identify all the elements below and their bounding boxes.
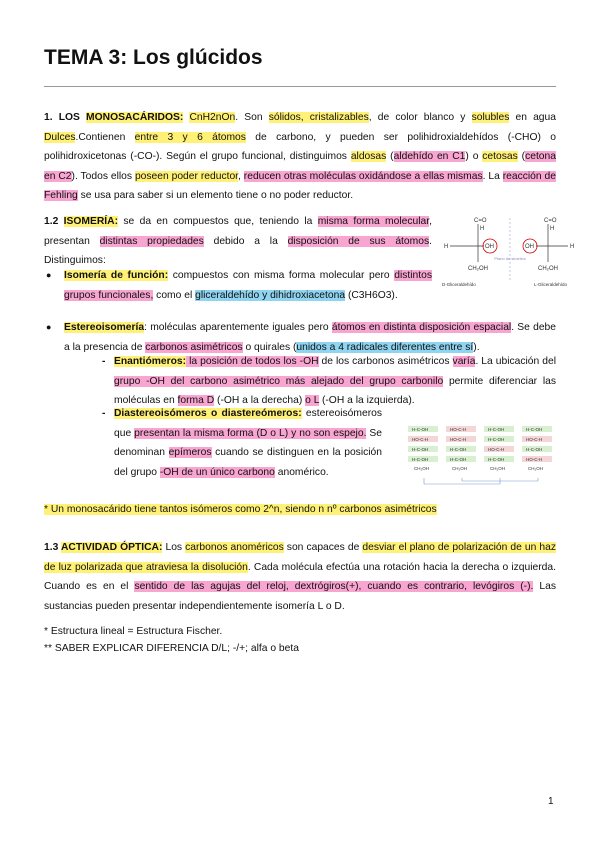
highlight: cetosas bbox=[482, 151, 518, 162]
row-label: HO-C-H bbox=[488, 447, 505, 452]
text: . La ubicación del bbox=[475, 356, 556, 367]
text: .Contienen bbox=[75, 131, 135, 143]
highlight: reducen otras moléculas oxidándose a ellas mismas bbox=[243, 170, 483, 182]
text: de los carbonos asimétricos bbox=[318, 356, 453, 367]
text: . Cada molécula efectúa una rotación hacia la derecha o izquierda. Cuando es en el bbox=[44, 561, 556, 592]
section-actividad-optica bbox=[44, 538, 556, 616]
highlight: Dulces bbox=[44, 131, 76, 143]
section-monosacaridos bbox=[44, 108, 556, 206]
h-label: H bbox=[480, 226, 485, 232]
list-item bbox=[102, 404, 382, 482]
row-label: H-C-OH bbox=[526, 427, 543, 432]
highlight: carbonos anoméricos bbox=[185, 542, 284, 553]
explain-note: ** SABER EXPLICAR DIFERENCIA D/L; -/+; alfa o beta bbox=[44, 643, 299, 654]
oh-label: OH bbox=[485, 244, 494, 250]
section-heading: ISOMERÍA: bbox=[63, 216, 119, 227]
row-label: HO-C-H bbox=[450, 437, 467, 442]
fischer-note: * Estructura lineal = Estructura Fischer. bbox=[44, 626, 223, 637]
text: Se denominan bbox=[114, 427, 382, 458]
highlight: misma forma molecular bbox=[317, 216, 430, 227]
section-heading: MONOSACÁRIDOS: bbox=[86, 112, 184, 123]
highlight: -OH de un único carbono bbox=[159, 466, 275, 478]
ch2oh-label: CH₂OH bbox=[414, 466, 429, 471]
text: se da en compuestos que, teniendo la bbox=[118, 216, 318, 227]
text: , presentan bbox=[44, 216, 432, 247]
highlight: disposición de sus átomos bbox=[287, 235, 430, 247]
oh-label: OH bbox=[525, 244, 534, 250]
row-label: H-C-OH bbox=[488, 457, 505, 462]
row-label: H-C-OH bbox=[488, 427, 505, 432]
text: ( bbox=[517, 151, 526, 162]
text: debido a la bbox=[203, 235, 288, 247]
text: son capaces de bbox=[283, 542, 363, 553]
text: permite diferenciar las moléculas en bbox=[114, 375, 556, 406]
ch2oh-label: CH₂OH bbox=[468, 266, 488, 272]
highlight: * Un monosacárido tiene tantos isómeros como 2^n, siendo n nº carbonos asimétricos bbox=[44, 504, 437, 515]
section-number: 1.2 bbox=[44, 216, 64, 227]
highlight: aldosas bbox=[350, 151, 387, 162]
epimero-column bbox=[484, 426, 514, 471]
text: . Distinguimos: bbox=[44, 235, 432, 266]
text: se usa para saber si un elemento tiene o no poder reductor. bbox=[77, 190, 354, 201]
h-label: H bbox=[570, 244, 575, 250]
section-number: 1.3 bbox=[44, 542, 61, 553]
highlight: unidos a 4 radicales diferentes entre sí bbox=[296, 341, 474, 353]
highlight: varía bbox=[452, 356, 476, 367]
ch2oh-label: CH₂OH bbox=[538, 266, 558, 272]
text: ( bbox=[386, 151, 394, 162]
text: anomérico. bbox=[274, 466, 329, 478]
text: (C3H6O3). bbox=[345, 289, 398, 301]
epimero-column bbox=[446, 426, 476, 471]
ch2oh-label: CH₂OH bbox=[452, 466, 467, 471]
text: (-OH a la izquierda). bbox=[319, 395, 415, 406]
gliceraldehido-figure bbox=[440, 212, 580, 292]
epimero-column bbox=[522, 426, 552, 471]
section-number: 1. LOS bbox=[44, 112, 87, 123]
highlight: forma D bbox=[177, 395, 215, 406]
highlight: poseen poder reductor bbox=[134, 170, 239, 182]
text: ). Todos ellos bbox=[71, 170, 135, 182]
isomer-count-note bbox=[44, 504, 437, 515]
row-label: H-C-OH bbox=[412, 427, 429, 432]
row-label: H-C-OH bbox=[450, 447, 467, 452]
diastereo-item bbox=[102, 404, 382, 482]
row-label: HO-C-H bbox=[526, 437, 543, 442]
mirror-label: Plano de simetría bbox=[494, 256, 526, 261]
text: ). bbox=[473, 341, 480, 353]
term: Isomería de función: bbox=[64, 270, 169, 281]
text: Las sustancias pueden presentar independientemente isomería L o D. bbox=[44, 581, 557, 612]
text: . Se debe a la presencia de bbox=[64, 322, 556, 353]
cho-label: C=O bbox=[474, 218, 487, 224]
page-number: 1 bbox=[548, 796, 554, 807]
highlight: presentan la misma forma (D o L) y no son espejo. bbox=[134, 427, 367, 439]
highlight: desviar el plano de polarización de un haz de luz polarizada que atraviesa la disolución bbox=[44, 542, 556, 573]
h-label: H bbox=[550, 226, 555, 232]
text: , de color blanco y bbox=[368, 112, 472, 123]
row-label: H-C-OH bbox=[412, 447, 429, 452]
h-label: H bbox=[444, 244, 449, 250]
list-item bbox=[44, 266, 432, 305]
text: . La bbox=[482, 170, 503, 182]
isomeria-list bbox=[44, 266, 432, 305]
text: (-OH a la derecha) bbox=[214, 395, 306, 406]
row-label: HO-C-H bbox=[412, 437, 429, 442]
section-isomeria bbox=[44, 212, 432, 271]
text: como el bbox=[153, 289, 196, 301]
highlight: cetona en C2 bbox=[44, 151, 556, 182]
ch2oh-label: CH₂OH bbox=[528, 466, 543, 471]
d-caption: D-Gliceraldehído bbox=[442, 282, 476, 287]
text: . Son bbox=[235, 112, 269, 123]
row-label: H-C-OH bbox=[488, 437, 505, 442]
section-heading: ACTIVIDAD ÓPTICA: bbox=[60, 542, 163, 553]
highlight: átomos en distinta disposición espacial bbox=[331, 322, 512, 333]
row-label: H-C-OH bbox=[412, 457, 429, 462]
cho-label: C=O bbox=[544, 218, 557, 224]
formula: CnH2nOn bbox=[189, 112, 236, 123]
list-item bbox=[102, 352, 556, 411]
highlight: entre 3 y 6 átomos bbox=[134, 131, 246, 143]
term: Estereoisomería bbox=[64, 322, 145, 333]
page-title: TEMA 3: Los glúcidos bbox=[44, 46, 263, 69]
text: o quirales ( bbox=[242, 341, 297, 353]
highlight: distintos grupos funcionales, bbox=[64, 270, 432, 301]
text: , bbox=[238, 170, 244, 182]
highlight: sólidos, cristalizables bbox=[268, 112, 369, 123]
row-label: HO-C-H bbox=[526, 457, 543, 462]
epimeros-figure bbox=[404, 414, 560, 490]
row-label: HO-C-H bbox=[450, 427, 467, 432]
text: cuando se distinguen en la posición del grupo bbox=[114, 447, 382, 478]
title-divider bbox=[44, 86, 556, 87]
highlight: reacción de Fehling bbox=[44, 170, 556, 201]
text: Los bbox=[162, 542, 186, 553]
highlight: aldehído en C1 bbox=[393, 151, 466, 162]
text: en agua bbox=[509, 112, 556, 123]
highlight: epímeros bbox=[168, 447, 212, 458]
row-label: H-C-OH bbox=[450, 457, 467, 462]
text: compuestos con misma forma molecular pero bbox=[168, 270, 395, 281]
highlight: sentido de las agujas del reloj, dextrógiros(+), cuando es contrario, levógiros (-). bbox=[134, 581, 534, 592]
text: : moléculas aparentemente iguales pero bbox=[144, 322, 332, 333]
epimero-column bbox=[408, 426, 438, 471]
row-label: H-C-OH bbox=[526, 447, 543, 452]
highlight: gliceraldehído y dihidroxiacetona bbox=[195, 289, 346, 301]
highlight: distintas propiedades bbox=[99, 235, 204, 247]
highlight: solubles bbox=[471, 112, 510, 123]
text: estereoisómeros que bbox=[114, 408, 382, 439]
enantiomeros-item bbox=[102, 352, 556, 411]
text: ) o bbox=[465, 151, 483, 162]
highlight: grupo -OH del carbono asimétrico más alejado del grupo carbonilo bbox=[114, 375, 444, 387]
text: de carbono, y pueden ser polihidroxialdehídos (-CHO) o polihidroxicetonas (-CO-). Según el grupo funcional, distinguimos bbox=[44, 131, 557, 162]
term: Diastereoisómeros o diastereómeros: bbox=[114, 408, 302, 419]
highlight: la posición de todos los -OH bbox=[186, 356, 319, 367]
highlight: carbonos asimétricos bbox=[145, 341, 243, 353]
highlight: o L bbox=[305, 395, 320, 406]
ch2oh-label: CH₂OH bbox=[490, 466, 505, 471]
l-caption: L-Gliceraldehído bbox=[534, 282, 568, 287]
term: Enantiómeros: bbox=[114, 356, 187, 367]
